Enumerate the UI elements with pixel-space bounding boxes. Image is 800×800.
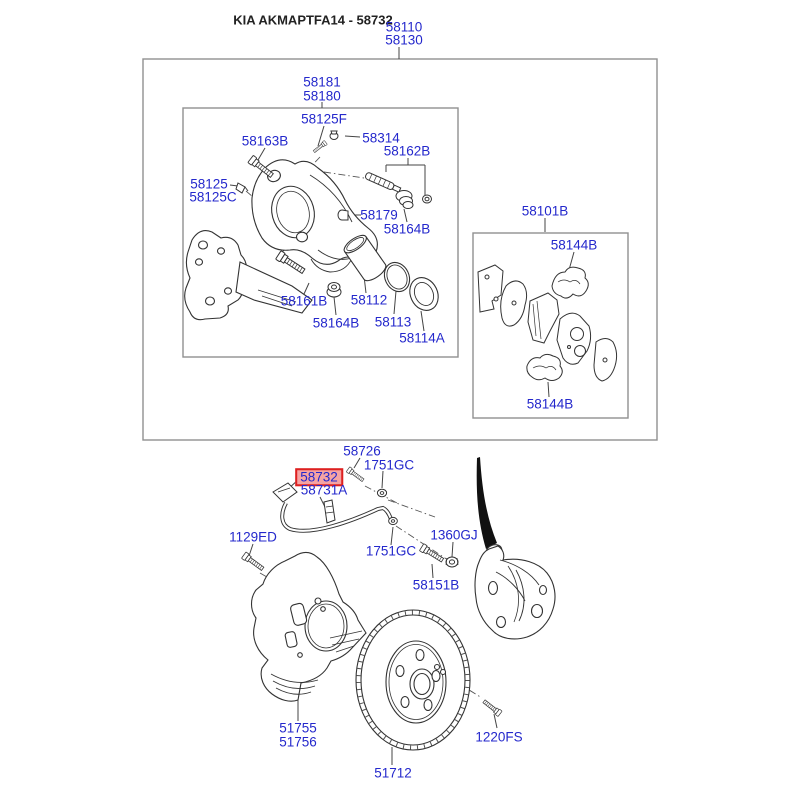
pad-kit-drawing [478,265,617,381]
part-label-51712[interactable]: 51712 [374,765,412,781]
diagram-title: KIA AKMAPTFA14 - 58732 [233,12,393,28]
bolt-58161B [276,251,307,276]
part-label-1129ED[interactable]: 1129ED [229,529,277,545]
cap-nut-58164B-right [423,195,432,203]
pad-shim-left [478,265,503,312]
part-label-58314[interactable]: 58314 [362,130,400,146]
hose-upper-run [477,457,497,549]
part-label-58726[interactable]: 58726 [343,443,381,459]
part-label-58151B[interactable]: 58151B [412,577,460,593]
part-label-58179[interactable]: 58179 [360,207,398,223]
pad-center [528,293,559,343]
boot-58164B-right [396,191,413,209]
hose-clip-58731A [324,500,335,523]
part-label-58163B[interactable]: 58163B [241,133,289,149]
part-label-51755[interactable]: 51755 [279,720,317,736]
dust-shield-drawing [252,552,367,701]
pad-clip-top [552,267,588,298]
boot-58114A [405,273,444,315]
bleeder-screw-58125F [312,140,327,153]
part-label-58164B-bottom[interactable]: 58164B [312,315,360,331]
part-label-1360GJ[interactable]: 1360GJ [430,527,478,543]
bushing-58179 [338,210,348,220]
part-label-58180[interactable]: 58180 [303,88,341,104]
part-label-58161B[interactable]: 58161B [280,293,328,309]
part-label-58112[interactable]: 58112 [350,292,388,308]
part-label-58125C[interactable]: 58125C [189,189,237,205]
guide-pin-58162B [365,172,402,193]
part-label-1751GC-top[interactable]: 1751GC [363,457,415,473]
brake-disc-drawing [356,610,470,750]
part-label-58125F[interactable]: 58125F [301,111,347,127]
washer-1751GC-bottom [389,517,398,524]
part-label-58731A[interactable]: 58731A [300,482,348,498]
part-label-58130[interactable]: 58130 [385,32,423,48]
part-label-58125[interactable]: 58125 [190,176,228,192]
bolt-1220FS [482,699,502,717]
part-label-1220FS[interactable]: 1220FS [475,729,523,745]
part-label-58144B-bottom[interactable]: 58144B [526,396,574,412]
bolt-58151B [419,544,444,564]
caliper-installed-drawing [475,543,555,639]
nut-1360GJ [446,557,458,567]
part-label-58113[interactable]: 58113 [374,314,412,330]
part-label-1751GC-bottom[interactable]: 1751GC [365,543,417,559]
part-label-58732[interactable]: 58732 [295,468,343,486]
washer-1751GC-top [377,489,386,497]
part-label-51756[interactable]: 51756 [279,734,317,750]
bolt-1129ED [241,552,265,572]
part-label-58110[interactable]: 58110 [385,19,423,35]
cap-58314 [330,131,338,140]
part-label-58101B[interactable]: 58101B [521,203,569,219]
part-label-58144B-top[interactable]: 58144B [550,237,598,253]
part-label-58181[interactable]: 58181 [303,74,341,90]
part-label-58114A[interactable]: 58114A [399,330,445,346]
part-label-58162B[interactable]: 58162B [383,143,431,159]
part-label-58164B-right[interactable]: 58164B [383,221,431,237]
